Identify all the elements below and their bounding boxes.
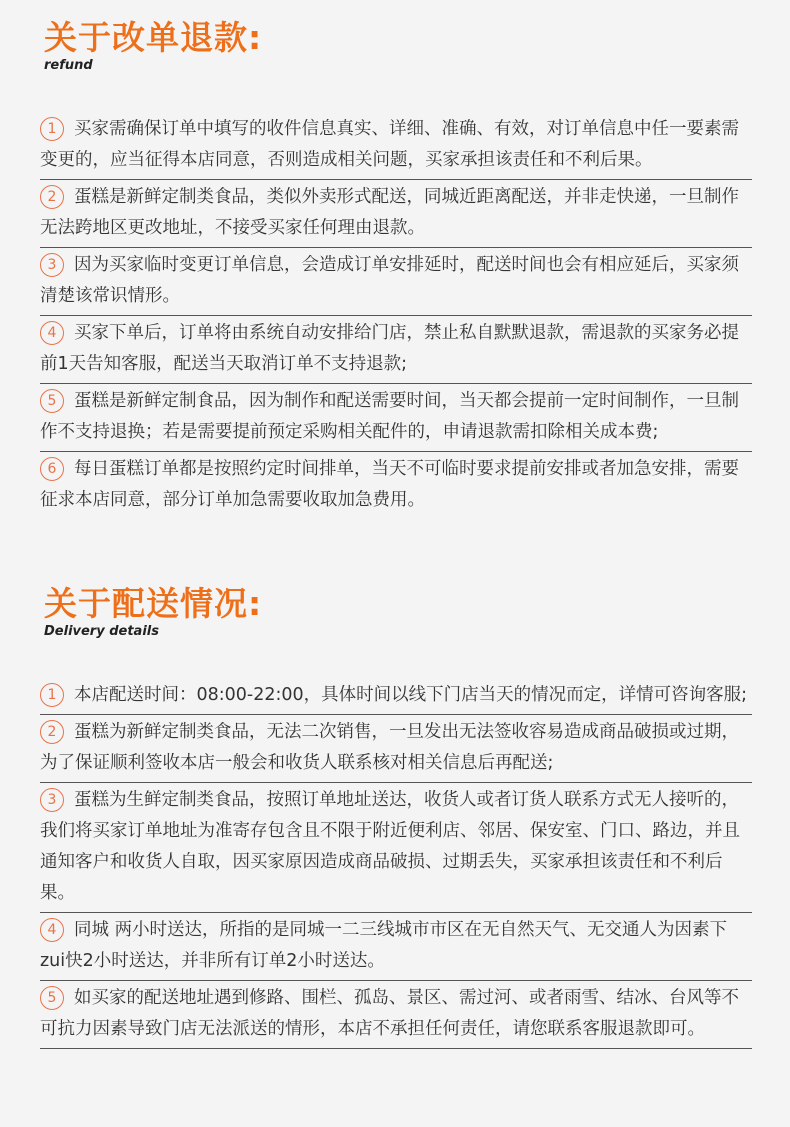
number-circle-icon: 4 <box>40 321 64 345</box>
delivery-item-text: 蛋糕为生鲜定制类食品，按照订单地址送达，收货人或者订货人联系方式无人接听的，我们将买家订单地址为准寄存包含且不限于附近便利店、邻居、保安室、门口、路边，并且通知客户和收货人自取，因买家原因造成商品破损、过期丢失，买家承担该责任和不利后果。 <box>40 790 740 903</box>
delivery-item-3 <box>40 783 752 913</box>
delivery-section <box>40 0 746 1049</box>
number-circle-icon: 2 <box>40 185 64 209</box>
delivery-item-text: 如买家的配送地址遇到修路、围栏、孤岛、景区、需过河、或者雨雪、结冰、台风等不可抗力因素导致门店无法派送的情形，本店不承担任何责任，请您联系客服退款即可。 <box>40 988 739 1039</box>
number-circle-icon: 6 <box>40 457 64 481</box>
delivery-item-text: 本店配送时间：08:00-22:00，具体时间以线下门店当天的情况而定，详情可咨询客服; <box>74 685 748 705</box>
delivery-item-5 <box>40 981 752 1049</box>
number-circle-icon: 4 <box>40 918 64 942</box>
delivery-item-text: 同城 两小时送达，所指的是同城一二三线城市市区在无自然天气、无交通人为因素下zui快2小时送达，并非所有订单2小时送达。 <box>40 920 728 971</box>
delivery-item-text: 蛋糕为新鲜定制类食品，无法二次销售，一旦发出无法签收容易造成商品破损或过期，为了保证顺利签收本店一般会和收货人联系核对相关信息后再配送; <box>40 722 739 773</box>
refund-subtitle: refund <box>44 58 93 73</box>
number-circle-icon: 3 <box>40 788 64 812</box>
number-circle-icon: 5 <box>40 986 64 1010</box>
delivery-item-1 <box>40 678 752 715</box>
refund-item-text: 每日蛋糕订单都是按照约定时间排单，当天不可临时要求提前安排或者加急安排，需要征求本店同意，部分订单加急需要收取加急费用。 <box>40 459 739 510</box>
refund-item-text: 因为买家临时变更订单信息，会造成订单安排延时，配送时间也会有相应延后，买家须清楚该常识情形。 <box>40 255 739 306</box>
delivery-header <box>40 584 746 640</box>
refund-item-text: 蛋糕是新鲜定制食品，因为制作和配送需要时间，当天都会提前一定时间制作，一旦制作不支持退换；若是需要提前预定采购相关配件的，申请退款需扣除相关成本费; <box>40 391 739 442</box>
delivery-title: 关于配送情况: <box>44 584 263 623</box>
number-circle-icon: 3 <box>40 253 64 277</box>
number-circle-icon: 1 <box>40 117 64 141</box>
number-circle-icon: 5 <box>40 389 64 413</box>
number-circle-icon: 2 <box>40 720 64 744</box>
refund-item-text: 买家需确保订单中填写的收件信息真实、详细、准确、有效，对订单信息中任一要素需变更的，应当征得本店同意，否则造成相关问题，买家承担该责任和不利后果。 <box>40 119 739 170</box>
delivery-item-4 <box>40 913 752 981</box>
number-circle-icon: 1 <box>40 683 64 707</box>
refund-item-text: 蛋糕是新鲜定制类食品，类似外卖形式配送，同城近距离配送，并非走快递，一旦制作无法跨地区更改地址，不接受买家任何理由退款。 <box>40 187 739 238</box>
delivery-item-2 <box>40 715 752 783</box>
refund-item-text: 买家下单后，订单将由系统自动安排给门店，禁止私自默默退款，需退款的买家务必提前1天告知客服，配送当天取消订单不支持退款; <box>40 323 739 374</box>
refund-title: 关于改单退款: <box>44 18 263 57</box>
delivery-list <box>40 678 746 1049</box>
delivery-subtitle: Delivery details <box>44 624 159 639</box>
